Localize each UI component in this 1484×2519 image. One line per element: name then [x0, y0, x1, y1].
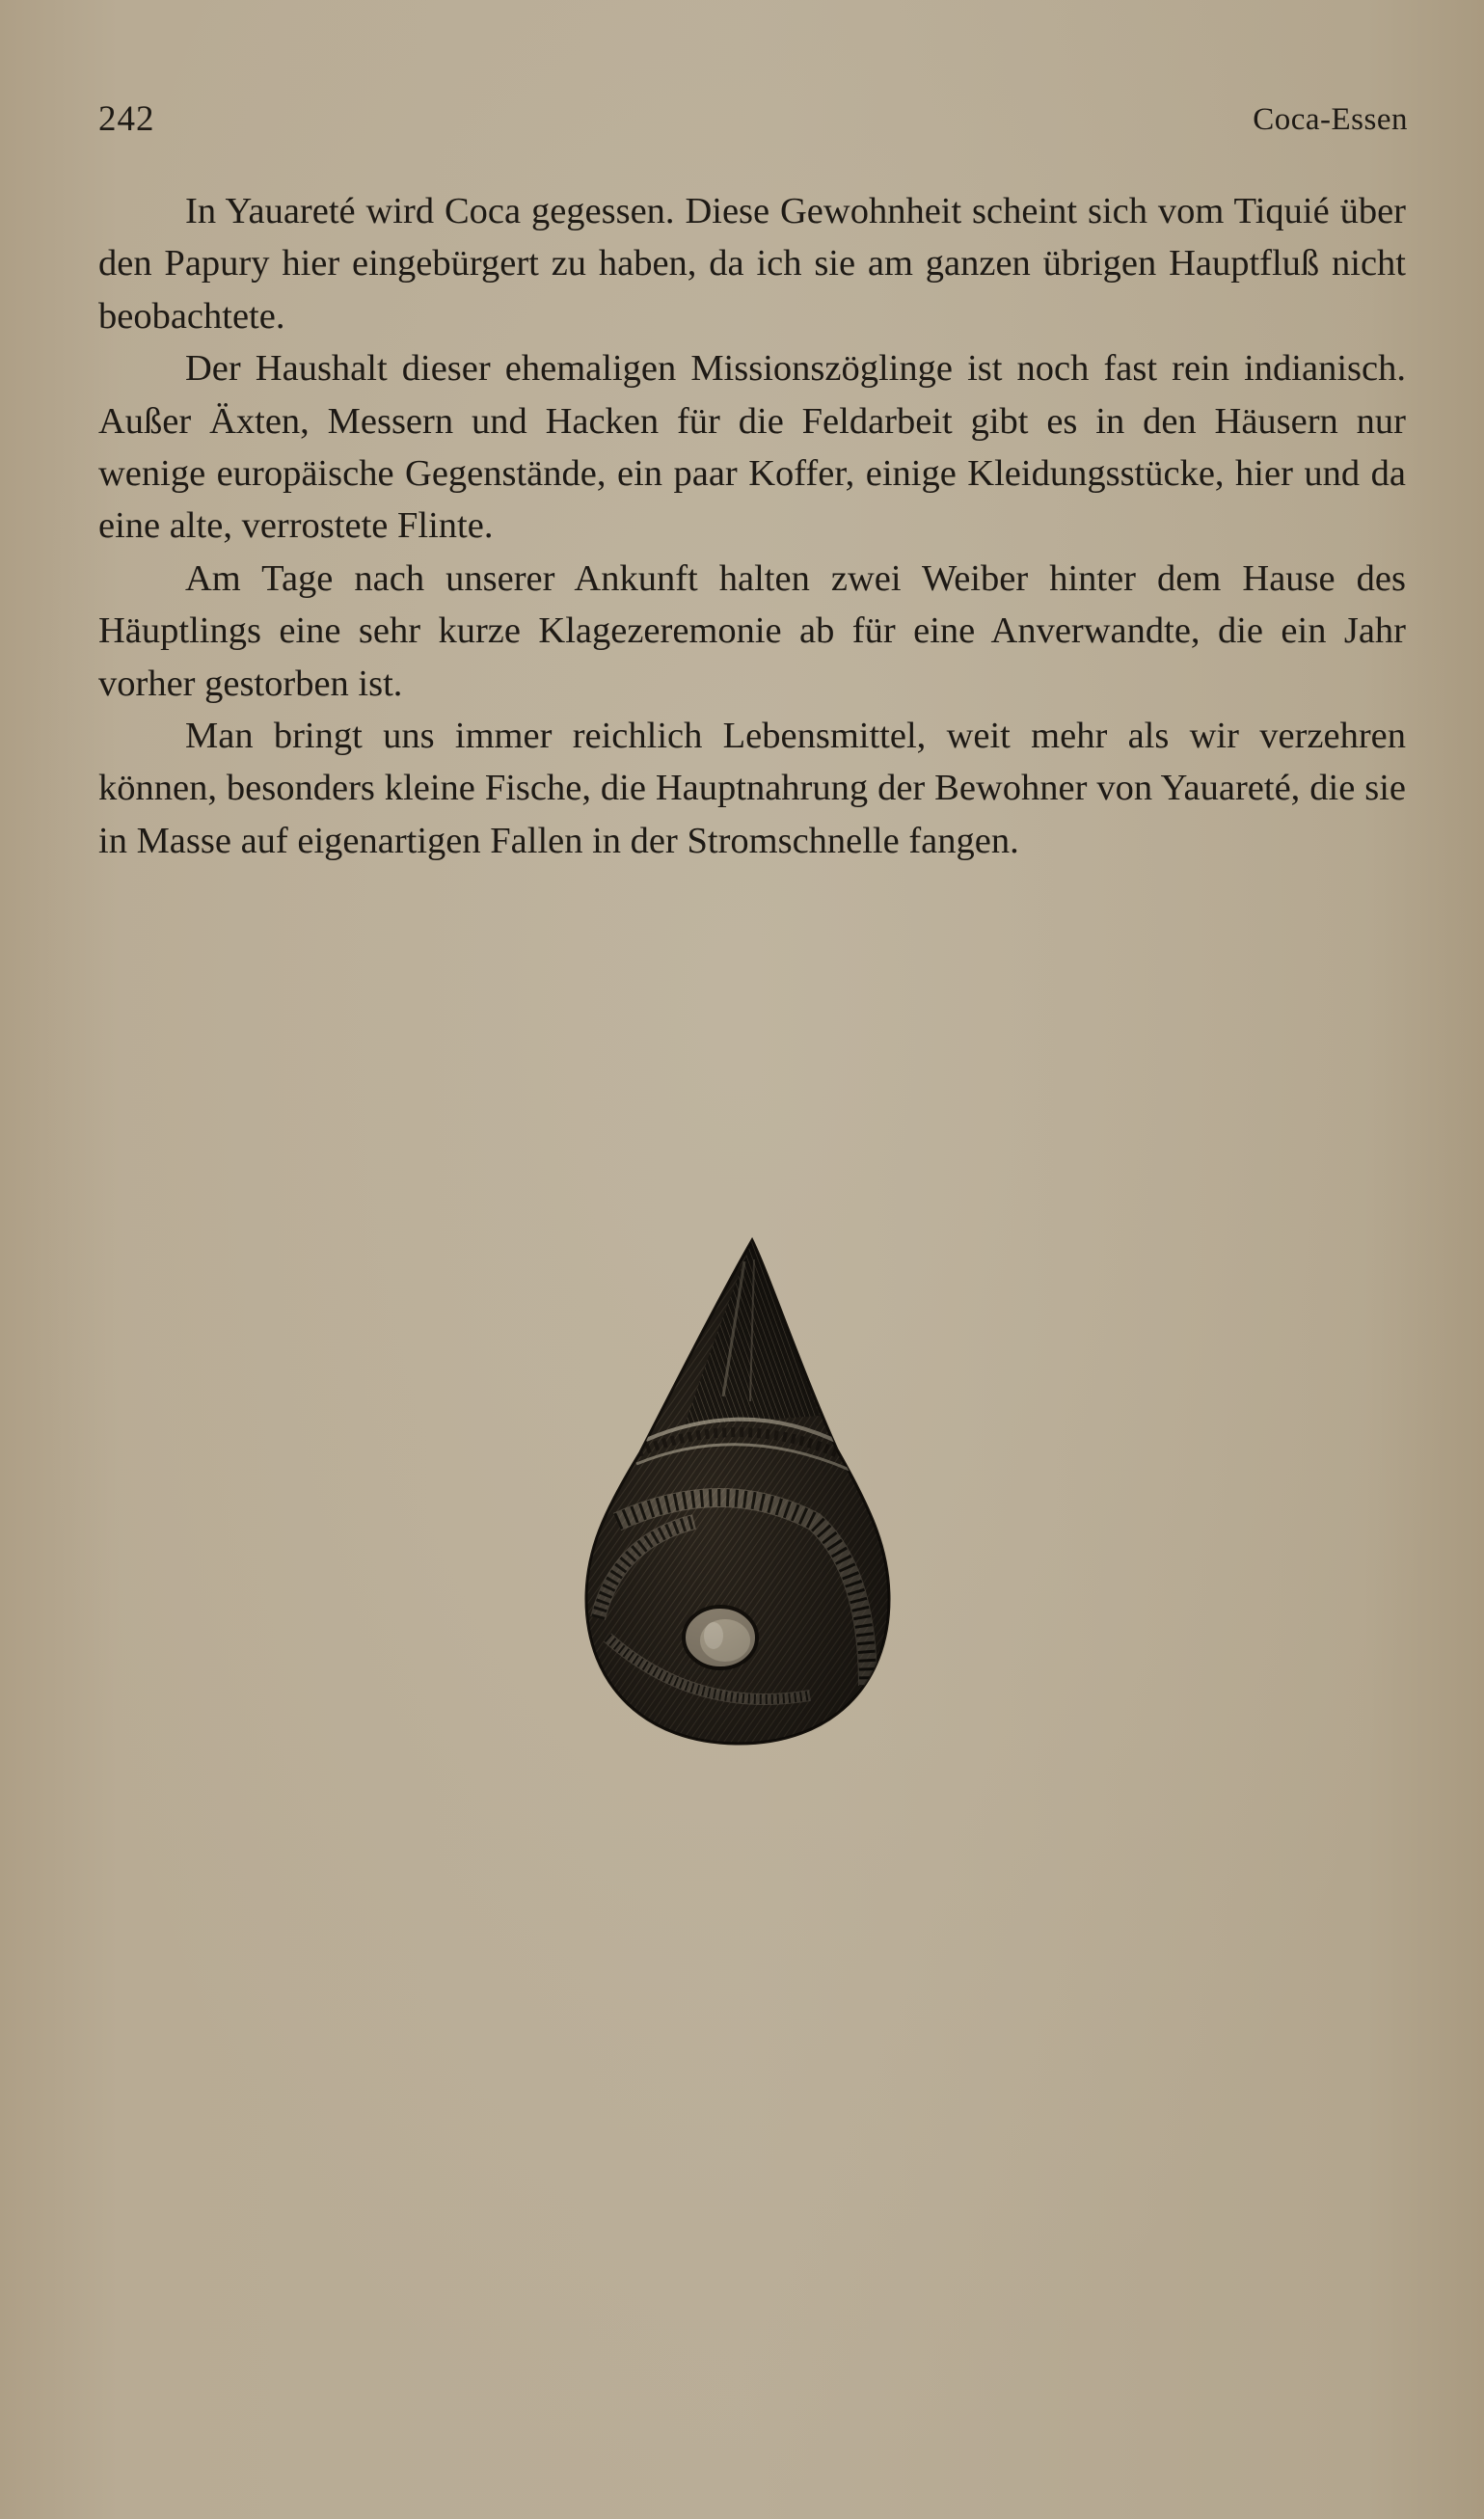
body-text [98, 185, 1406, 867]
figure-illustration [579, 1232, 897, 1753]
paragraph-4: Man bringt uns immer reichlich Lebensmittel, weit mehr als wir verzehren können, besonders kleine Fische, die Hauptnahrung der Bewohner von Yauareté, die sie in Masse auf eigenartigen Fallen in der Stromschnelle fangen. [98, 716, 1406, 861]
paragraph-1: In Yauareté wird Coca gegessen. Diese Gewohnheit scheint sich vom Tiquié über den Papury hier eingebürgert zu haben, da ich sie am ganzen übrigen Hauptfluß nicht beobachtete. [98, 191, 1406, 337]
coca-container-icon [579, 1232, 897, 1753]
page-number: 242 [98, 99, 155, 139]
paragraph-2: Der Haushalt dieser ehemaligen Missionszöglinge ist noch fast rein indianisch. Außer Äxten, Messern und Hacken für die Feldarbeit gibt es in den Häusern nur wenige europäische Gegenstände, ein paar Koffer, einige Kleidungsstücke, hier und da eine alte, verrostete Flinte. [98, 348, 1406, 547]
paragraph-3: Am Tage nach unserer Ankunft halten zwei Weiber hinter dem Hause des Häuptlings eine sehr kurze Klagezeremonie ab für eine Anverwandte, die ein Jahr vorher gestorben ist. [98, 557, 1406, 704]
running-title: Coca-Essen [1253, 102, 1408, 137]
running-head [98, 98, 1408, 147]
